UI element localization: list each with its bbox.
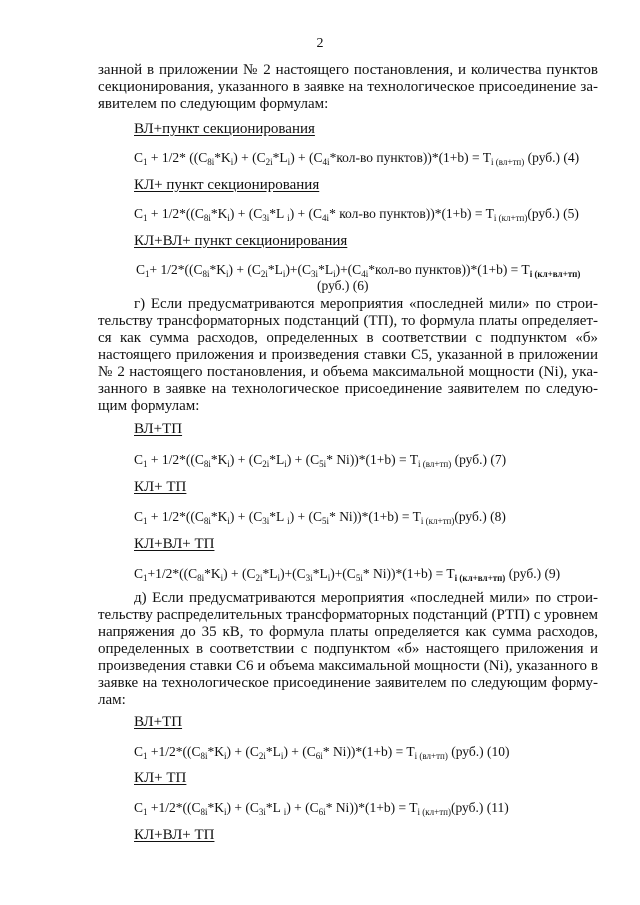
formula-10: $C_1 +1/2*((C_{8i}*K_i) + (C_{2i}*L_i) + (C_{6i}*$ $Ni))*(1+b) = T_{i (вл+тп)}$ (руб.) (10) xyxy=(134,744,510,761)
text-line: г) Если предусматриваются мероприятия «последней мили» по строи- xyxy=(134,296,598,312)
intro-paragraph xyxy=(98,62,598,113)
text-line: ся как сумма расходов, определенных в соответствии с подпунктом «б» xyxy=(98,330,598,346)
heading-vl-section-point: ВЛ+пункт секционирования xyxy=(134,121,315,137)
text-line: занного в заявке на технологическое присоединение заявителем по следую- xyxy=(98,381,598,397)
text-line: лам: xyxy=(98,692,126,708)
heading-kl-section-point: КЛ+ пункт секционирования xyxy=(134,177,320,193)
formula-9: $C_1+1/2*((C_{8i}*K_i) + (C_{2i}*L_i)+(C_{3i}*L_i)+(C_{5i}*$ $Ni))*(1+b) = T_{i (кл+вл+тп)}$ (руб.) (9) xyxy=(134,566,561,583)
heading-kl-vl-tp: КЛ+ВЛ+ ТП xyxy=(134,536,215,552)
heading-vl-tp-2: ВЛ+ТП xyxy=(134,714,183,730)
text-line: тельству распределительных трансформаторных подстанций (РТП) с уровнем xyxy=(98,607,598,623)
text-line: щим формулам: xyxy=(98,398,200,414)
text-line: секционирования, указанного в заявке на технологическое присоединение за- xyxy=(98,79,598,95)
formula-4: $C_1 + 1/2*$ ($(C_{8i}*K_i) + (C_{2i}*L_i) + (C_{4i}*кол-во$ пунктов))*(1+b) = $T_{i (вл+тп)}$ (руб.) (4) xyxy=(134,150,580,167)
paragraph-d xyxy=(98,590,598,709)
page-number: 2 xyxy=(316,36,324,51)
text-line: д) Если предусматриваются мероприятия «последней мили» по строи- xyxy=(134,590,598,606)
text-line: определенных в соответствии с подпунктом «б» настоящего приложения и xyxy=(98,641,598,657)
formula-6-continuation: (руб.) (6) xyxy=(317,278,369,293)
text-line: тельству трансформаторных подстанций (ТП), то формула платы определяет- xyxy=(98,313,598,329)
text-line: занной в приложении № 2 настоящего постановления, и количества пунктов xyxy=(98,62,598,78)
text-line: явителем по следующим формулам: xyxy=(98,96,329,112)
formula-5: $C_1 + 1/2*((C_{8i}*K_i) + (C_{3i}*L$ $_i) + (C_{4i}*$ кол-во пунктов))*(1+b) = $T_{i (кл+тп)}(руб.)$ (5) xyxy=(134,206,579,223)
text-line: произведения ставки C6 и объема максимальной мощности (Ni), указанного в xyxy=(98,658,598,674)
text-line: заявке на технологическое присоединение заявителем по следующим форму- xyxy=(98,675,598,691)
paragraph-g xyxy=(98,296,598,415)
formula-7: $C_1 + 1/2*((C_{8i}*K_i) + (C_{2i}*L_i) + (C_{5i}*$ $Ni))*(1+b) = T_{i (вл+тп)}$ (руб.) (7) xyxy=(134,452,507,469)
formula-11: $C_1 +1/2*((C_{8i}*K_i) + (C_{3i}*L$ $_i) + (C_{6i}*$ $Ni))*(1+b) = T_{i (кл+тп)}(руб.)$ (11) xyxy=(134,800,509,817)
text-line: № 2 настоящего постановления, и объема максимальной мощности (Ni), ука- xyxy=(98,364,598,380)
heading-vl-tp: ВЛ+ТП xyxy=(134,421,183,437)
heading-kl-vl-tp-2: КЛ+ВЛ+ ТП xyxy=(134,827,215,843)
heading-kl-vl-section-point: КЛ+ВЛ+ пункт секционирования xyxy=(134,233,348,249)
heading-kl-tp-2: КЛ+ ТП xyxy=(134,770,187,786)
formula-6: $C_1+ 1/2*((C_{8i}*K_i) + (C_{2i}*L_i)+(C_{3i}*L_i)+(C_{4i}*кол-во$ пунктов))*(1+b) = $T_{i (кл+вл+тп)}$ xyxy=(136,262,581,279)
formula-8: $C_1 + 1/2*((C_{8i}*K_i) + (C_{3i}*L$ $_i) + (C_{5i}*$ $Ni))*(1+b) = T_{i (кл+тп)}(руб.)$ (8) xyxy=(134,509,506,526)
text-line: настоящего приложения и произведения ставки C5, указанной в приложении xyxy=(98,347,598,363)
heading-kl-tp: КЛ+ ТП xyxy=(134,479,187,495)
text-line: напряжения до 35 кВ, то формула платы определяется как сумма расходов, xyxy=(98,624,598,640)
